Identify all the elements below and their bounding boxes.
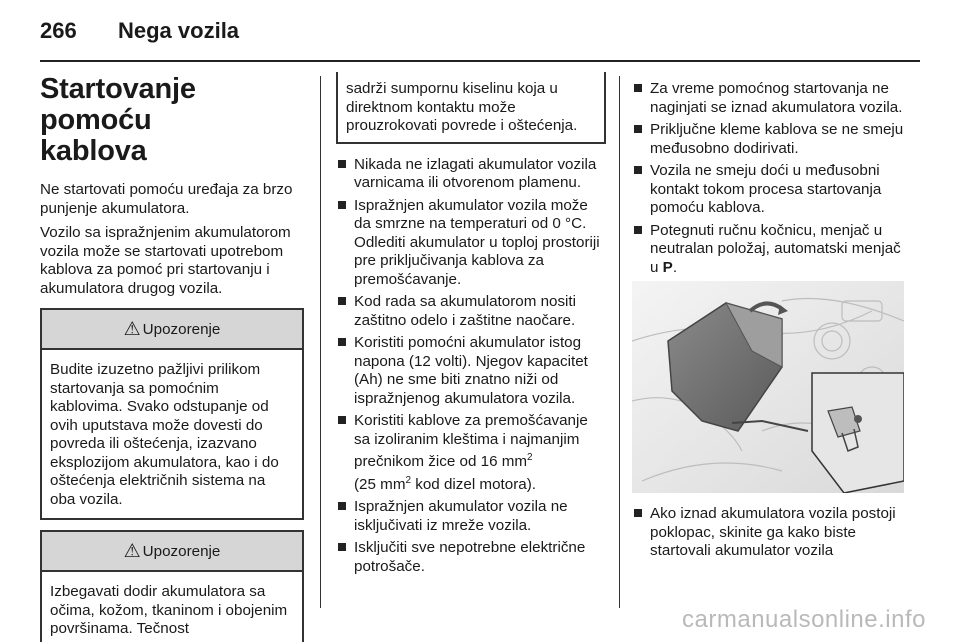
engine-bay-drawing [632, 281, 904, 493]
list-item: Ispražnjen akumulator vozila može da smrzne na temperaturi od 0 °C. Odlediti akumulator u toploj prostoriji pre priključivanja kablova za premošćavanje. [336, 197, 606, 290]
warning-text: Izbegavati dodir akumulatora sa očima, kožom, tkaninom i obojenim površinama. Tečnost [40, 572, 304, 642]
warning-triangle-icon: ⚠ [123, 540, 141, 562]
list-item: Ispražnjen akumulator vozila ne isključivati iz mreže vozila. [336, 498, 606, 535]
bullet-square-icon [634, 166, 642, 174]
list-item: Nikada ne izlagati akumulator vozila varnicama ili otvorenom plamenu. [336, 156, 606, 193]
warning-box-1 [40, 308, 304, 520]
bullet-square-icon [634, 84, 642, 92]
column-divider-left [320, 76, 321, 608]
list-item: Koristiti kablove za premošćavanje sa izoliranim kleštima i najmanjim prečnikom žice od 16 $mm^2$ (25 $mm^2$ kod dizel motora). [336, 412, 606, 494]
bullet-list [336, 156, 606, 577]
heading-line-1: Startovanje pomoću [40, 73, 196, 136]
heading-line-2: kablova [40, 135, 147, 167]
warning-title: Upozorenje [142, 542, 221, 560]
list-item: Kod rada sa akumulatorom nositi zaštitno odelo i zaštitne naočare. [336, 293, 606, 330]
warning-text: Budite izuzetno pažljivi prilikom startovanja sa pomoćnim kablovima. Svako odstupanje od ovih uputstava može dovesti do povreda ili oštećenja, izazvano eksplozijom akumulatora, kao i do oštećenja električnih sistema na oba vozila. [50, 361, 279, 508]
bullet-square-icon [338, 201, 346, 209]
bullet-square-icon [338, 502, 346, 510]
list-item: Isključiti sve nepotrebne električne potrošače. [336, 539, 606, 576]
intro-paragraph-1: Ne startovati pomoću uređaja za brzo punjenje akumulatora. [40, 181, 293, 217]
bullet-square-icon [634, 509, 642, 517]
warning-title: Upozorenje [142, 320, 221, 338]
warning-header [42, 532, 302, 572]
warning-continuation: sadrži sumpornu kiselinu koja u direktnom kontaktu može prouzrokovati povrede i oštećenja. [336, 72, 606, 144]
warning-triangle-icon: ⚠ [123, 318, 141, 340]
column-1 [40, 74, 304, 642]
list-item: Priključne kleme kablova se ne smeju međusobno dodirivati. [632, 121, 907, 158]
bullet-square-icon [338, 416, 346, 424]
bullet-list [632, 80, 907, 277]
bullet-square-icon [338, 160, 346, 168]
bullet-list-2 [632, 505, 907, 561]
bullet-square-icon [634, 226, 642, 234]
battery-cover-illustration [632, 281, 904, 493]
column-2 [336, 74, 606, 580]
warning-box-2 [40, 530, 304, 642]
column-3 [632, 74, 907, 565]
section-title: Nega vozila [118, 18, 240, 43]
bullet-square-icon [338, 543, 346, 551]
bullet-square-icon [338, 338, 346, 346]
page-number: 266 [40, 18, 77, 43]
header-rule [40, 60, 920, 62]
list-item: Vozila ne smeju doći u međusobni kontakt tokom procesa startovanja pomoću kablova. [632, 162, 907, 218]
warning-header [42, 310, 302, 350]
list-item: Potegnuti ručnu kočnicu, menjač u neutralan položaj, automatski menjač u P. [632, 222, 907, 278]
section-heading [40, 74, 304, 167]
list-item: Za vreme pomoćnog startovanja ne naginjati se iznad akumulatora vozila. [632, 80, 907, 117]
watermark-text: carmanualsonline.info [682, 606, 926, 633]
bullet-square-icon [338, 297, 346, 305]
list-item: Koristiti pomoćni akumulator istog napona (12 volti). Njegov kapacitet (Ah) ne sme biti znatno niži od ispražnjenog akumulatora vozila. [336, 334, 606, 408]
intro-paragraph-2: Vozilo sa ispražnjenim akumulatorom vozila može se startovati upotrebom kablova za pomoć pri startovanju i akumulatora drugog vozila. [40, 224, 291, 297]
column-divider-right [619, 76, 620, 608]
bullet-square-icon [634, 125, 642, 133]
list-item: Ako iznad akumulatora vozila postoji poklopac, skinite ga kako biste startovali akumulator vozila [632, 505, 907, 561]
